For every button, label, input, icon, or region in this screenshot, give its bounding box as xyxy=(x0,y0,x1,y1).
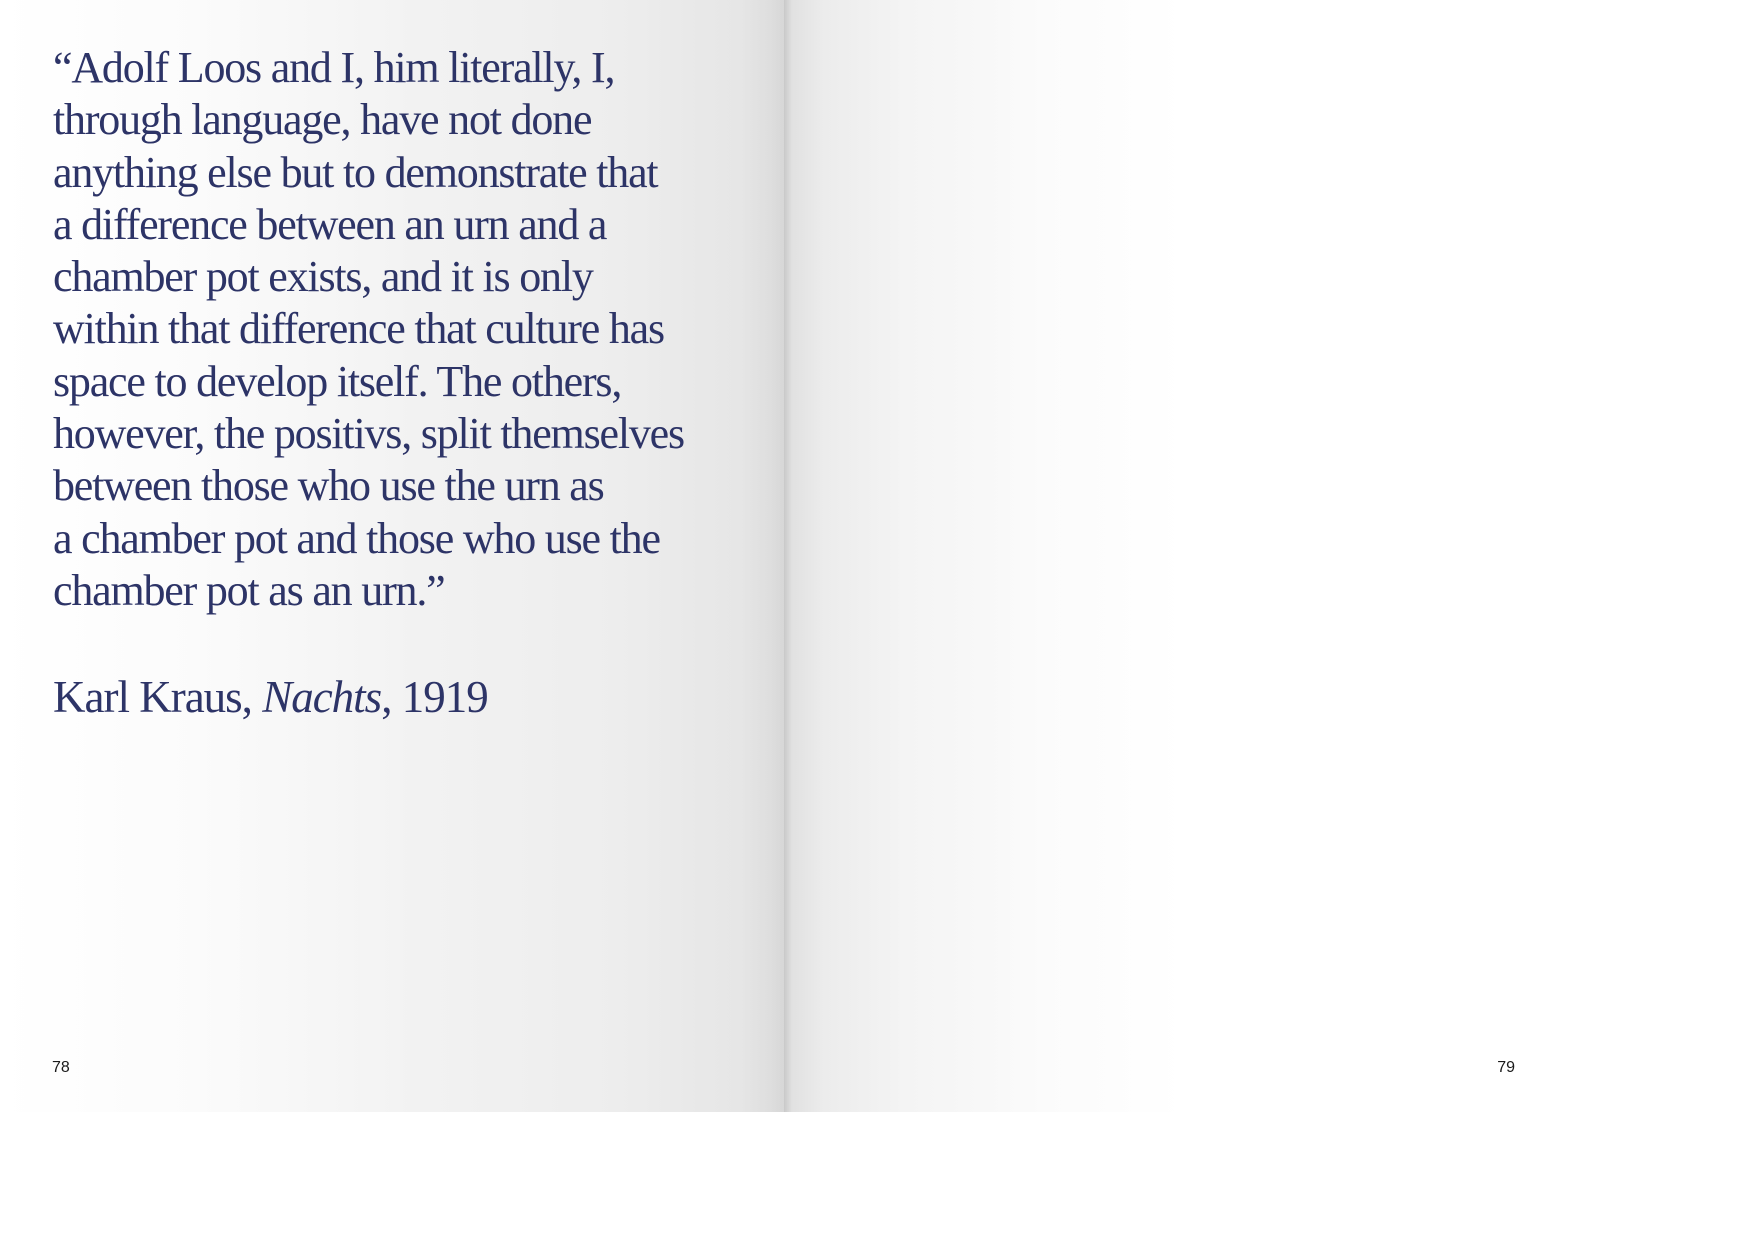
quote-line: a chamber pot and those who use the xyxy=(53,513,660,563)
right-page xyxy=(784,0,1568,1112)
quote xyxy=(53,42,753,617)
quote-line: “Adolf Loos and I, him literally, I, xyxy=(53,43,615,92)
page-number-right: 79 xyxy=(1497,1059,1515,1076)
attribution-author: Karl Kraus, xyxy=(53,672,263,722)
attribution-work: Nachts xyxy=(262,672,382,722)
quote-line: through language, have not done xyxy=(53,95,592,145)
attribution xyxy=(53,669,488,725)
quote-line: a difference between an urn and a xyxy=(53,199,607,249)
quote-line: chamber pot exists, and it is only xyxy=(53,252,593,302)
quote-line: chamber pot as an urn.” xyxy=(53,565,445,615)
quote-line: anything else but to demonstrate that xyxy=(53,147,658,197)
quote-line: however, the positivs, split themselves xyxy=(53,409,684,459)
quote-line: space to develop itself. The others, xyxy=(53,356,622,406)
left-page xyxy=(0,0,784,1112)
quote-line: between those who use the urn as xyxy=(53,461,604,511)
page-number-left: 78 xyxy=(52,1059,70,1076)
attribution-year: , 1919 xyxy=(381,672,488,722)
quote-line: within that difference that culture has xyxy=(53,304,664,354)
